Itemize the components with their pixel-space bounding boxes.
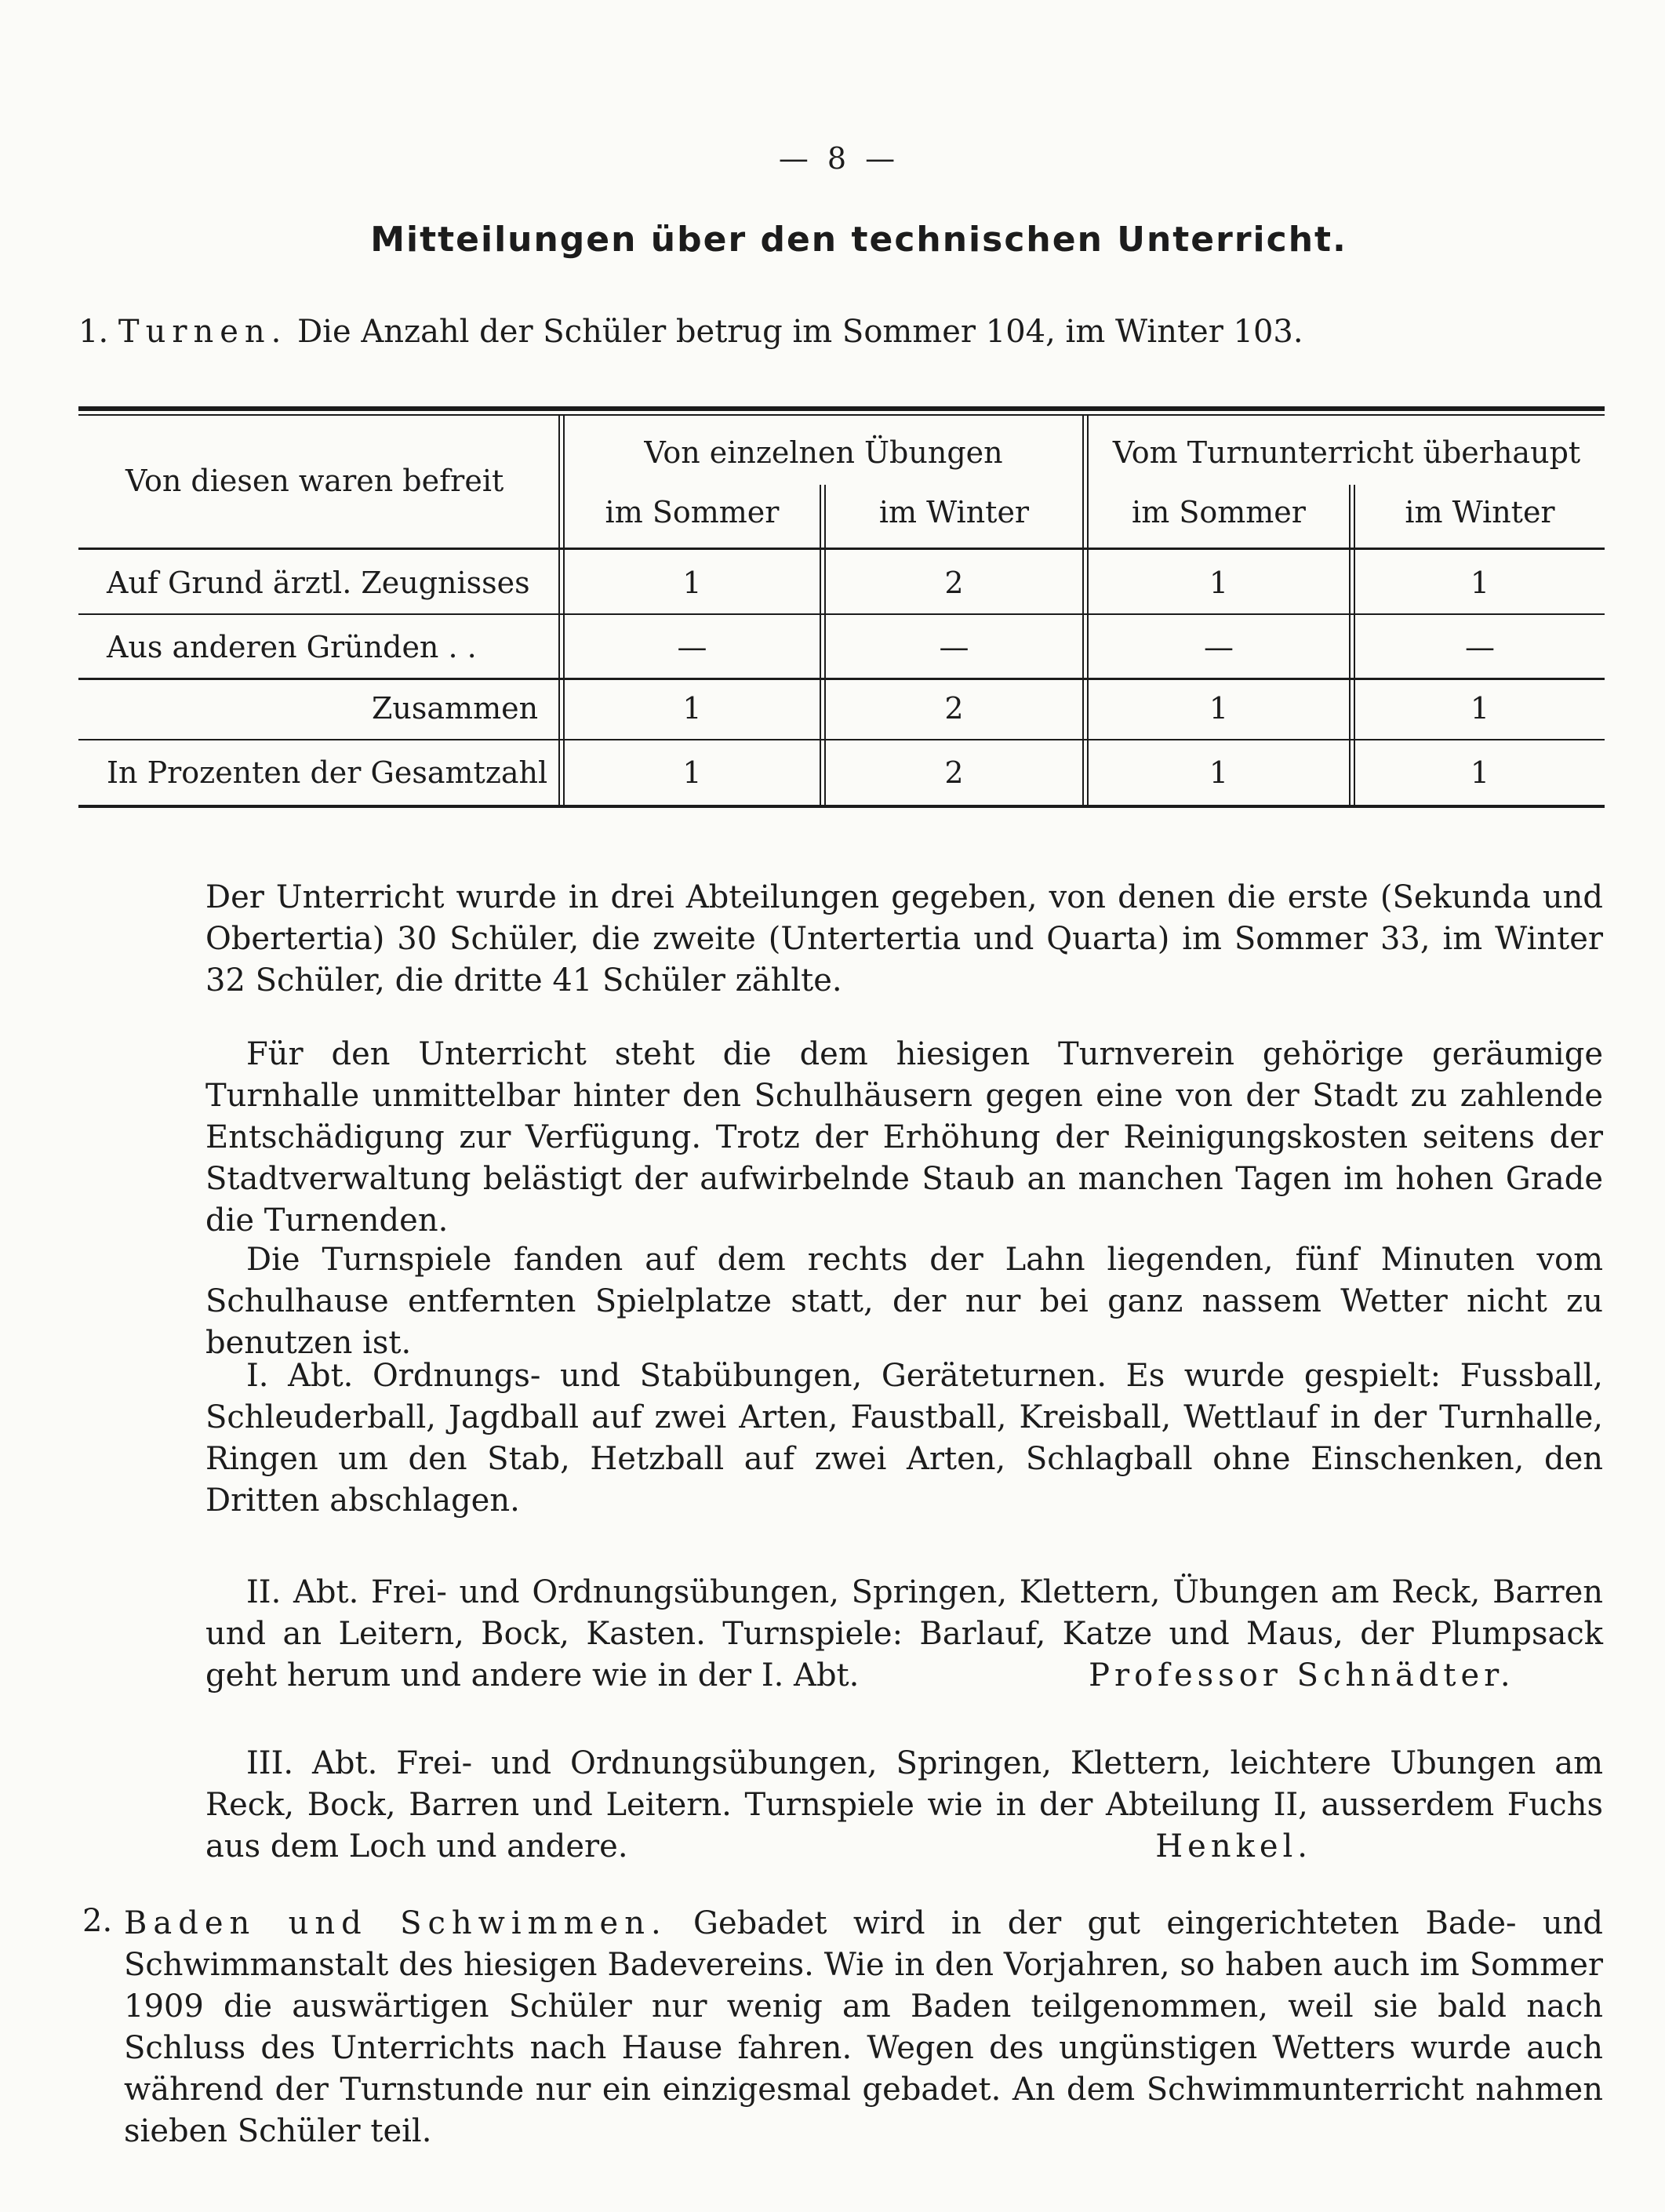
row-label: In Prozenten der Gesamtzahl (107, 755, 548, 790)
table-cell: 2 (944, 566, 964, 600)
section-heading: Turnen. (118, 314, 288, 350)
page-title: Mitteilungen über den technischen Unterricht. (370, 220, 1347, 260)
table-cell: 1 (1470, 691, 1490, 726)
column-group-individual-exercises: Von einzelnen Übungen (644, 435, 1003, 470)
column-header-summer-2: im Sommer (1132, 495, 1306, 529)
row-label: Aus anderen Gründen . . (107, 630, 477, 664)
column-header-summer-1: im Sommer (605, 495, 780, 529)
section-2-text: Gebadet wird in der gut eingerichteten Bade- und Schwimmanstalt des hiesigen Badevereins. Wie in den Vorjahren, so haben auch im Sommer 1909 die auswärtigen Schüler nur wenig am Baden teilgenommen, weil sie bald nach Schluss des Unterrichts nach Hause fahren. Wegen des ungünstigen Wetters wurde auch während der Turnstunde nur ein einzigesmal gebadet. An dem Schwimmunterricht nahmen sieben Schüler teil. (124, 1905, 1603, 2149)
exemption-table (78, 406, 1605, 814)
section-2-number: 2. (82, 1903, 113, 1939)
signature-henkel: Henkel. (1155, 1828, 1312, 1865)
section-number: 1. (78, 314, 109, 350)
paragraph-division-2 (205, 1572, 1603, 1697)
row-header: Von diesen waren befreit (125, 464, 504, 498)
table-cell: 1 (1209, 755, 1229, 790)
paragraph-sports-field: Die Turnspiele fanden auf dem rechts der Lahn liegenden, fünf Minuten vom Schulhause entfernten Spielplatze statt, der nur bei ganz nassem Wetter nicht zu benutzen ist. (205, 1242, 1603, 1361)
signature-schnaedter: Professor Schnädter. (1089, 1657, 1515, 1694)
row-label: Auf Grund ärztl. Zeugnisses (107, 566, 530, 600)
table-cell: — (677, 630, 707, 664)
table-cell: 2 (944, 691, 964, 726)
table-cell: — (1204, 630, 1234, 664)
paragraph-divisions: Der Unterricht wurde in drei Abteilungen gegeben, von denen die erste (Sekunda und Obertertia) 30 Schüler, die zweite (Untertertia und Quarta) im Sommer 33, im Winter 32 Schüler, die dritte 41 Schüler zählte. (205, 879, 1603, 999)
table-cell: — (939, 630, 969, 664)
row-label: Zusammen (372, 691, 539, 726)
paragraph-division-3 (205, 1743, 1603, 1868)
table-cell: 1 (682, 691, 702, 726)
column-group-entire-instruction: Vom Turnunterricht überhaupt (1112, 435, 1581, 470)
division-3-text: III. Abt. Frei- und Ordnungsübungen, Springen, Klettern, leichtere Ubungen am Reck, Bock, Barren und Leitern. Turnspiele wie in der Abteilung II, ausserdem Fuchs aus dem Loch und andere. (205, 1745, 1603, 1865)
section-baden-schwimmen (124, 1903, 1603, 2152)
table-cell: 1 (1209, 691, 1229, 726)
page-number: — 8 — (778, 141, 900, 176)
table-cell: — (1465, 630, 1495, 664)
section-text: Die Anzahl der Schüler betrug im Sommer 104, im Winter 103. (297, 314, 1303, 350)
column-header-winter-2: im Winter (1405, 495, 1555, 529)
table-cell: 1 (682, 755, 702, 790)
table-cell: 1 (1470, 566, 1490, 600)
column-header-winter-1: im Winter (878, 495, 1030, 529)
division-2-text: II. Abt. Frei- und Ordnungsübungen, Springen, Klettern, Übungen am Reck, Barren und an Leitern, Bock, Kasten. Turnspiele: Barlauf, Katze und Maus, der Plumpsack geht herum und andere wie in der I. Abt. (205, 1574, 1603, 1694)
paragraph-division-1: I. Abt. Ordnungs- und Stabübungen, Geräteturnen. Es wurde gespielt: Fussball, Schleuderball, Jagdball auf zwei Arten, Faustball, Kreisball, Wettlauf in der Turnhalle, Ringen um den Stab, Hetzball auf zwei Arten, Schlagball ohne Einschenken, den Dritten abschlagen. (205, 1358, 1603, 1519)
section-turnen-intro (78, 314, 1616, 350)
paragraph-gym-hall: Für den Unterricht steht die dem hiesigen Turnverein gehörige geräumige Turnhalle unmittelbar hinter den Schulhäusern gegen eine von der Stadt zu zahlende Entschädigung zur Verfügung. Trotz der Erhöhung der Reinigungskosten seitens der Stadtverwaltung belästigt der aufwirbelnde Staub an manchen Tagen im hohen Grade die Turnenden. (205, 1036, 1603, 1239)
table-cell: 1 (682, 566, 702, 600)
table-cell: 1 (1209, 566, 1229, 600)
table-cell: 1 (1470, 755, 1490, 790)
table-cell: 2 (944, 755, 964, 790)
section-2-heading: Baden und Schwimmen. (124, 1905, 667, 1941)
